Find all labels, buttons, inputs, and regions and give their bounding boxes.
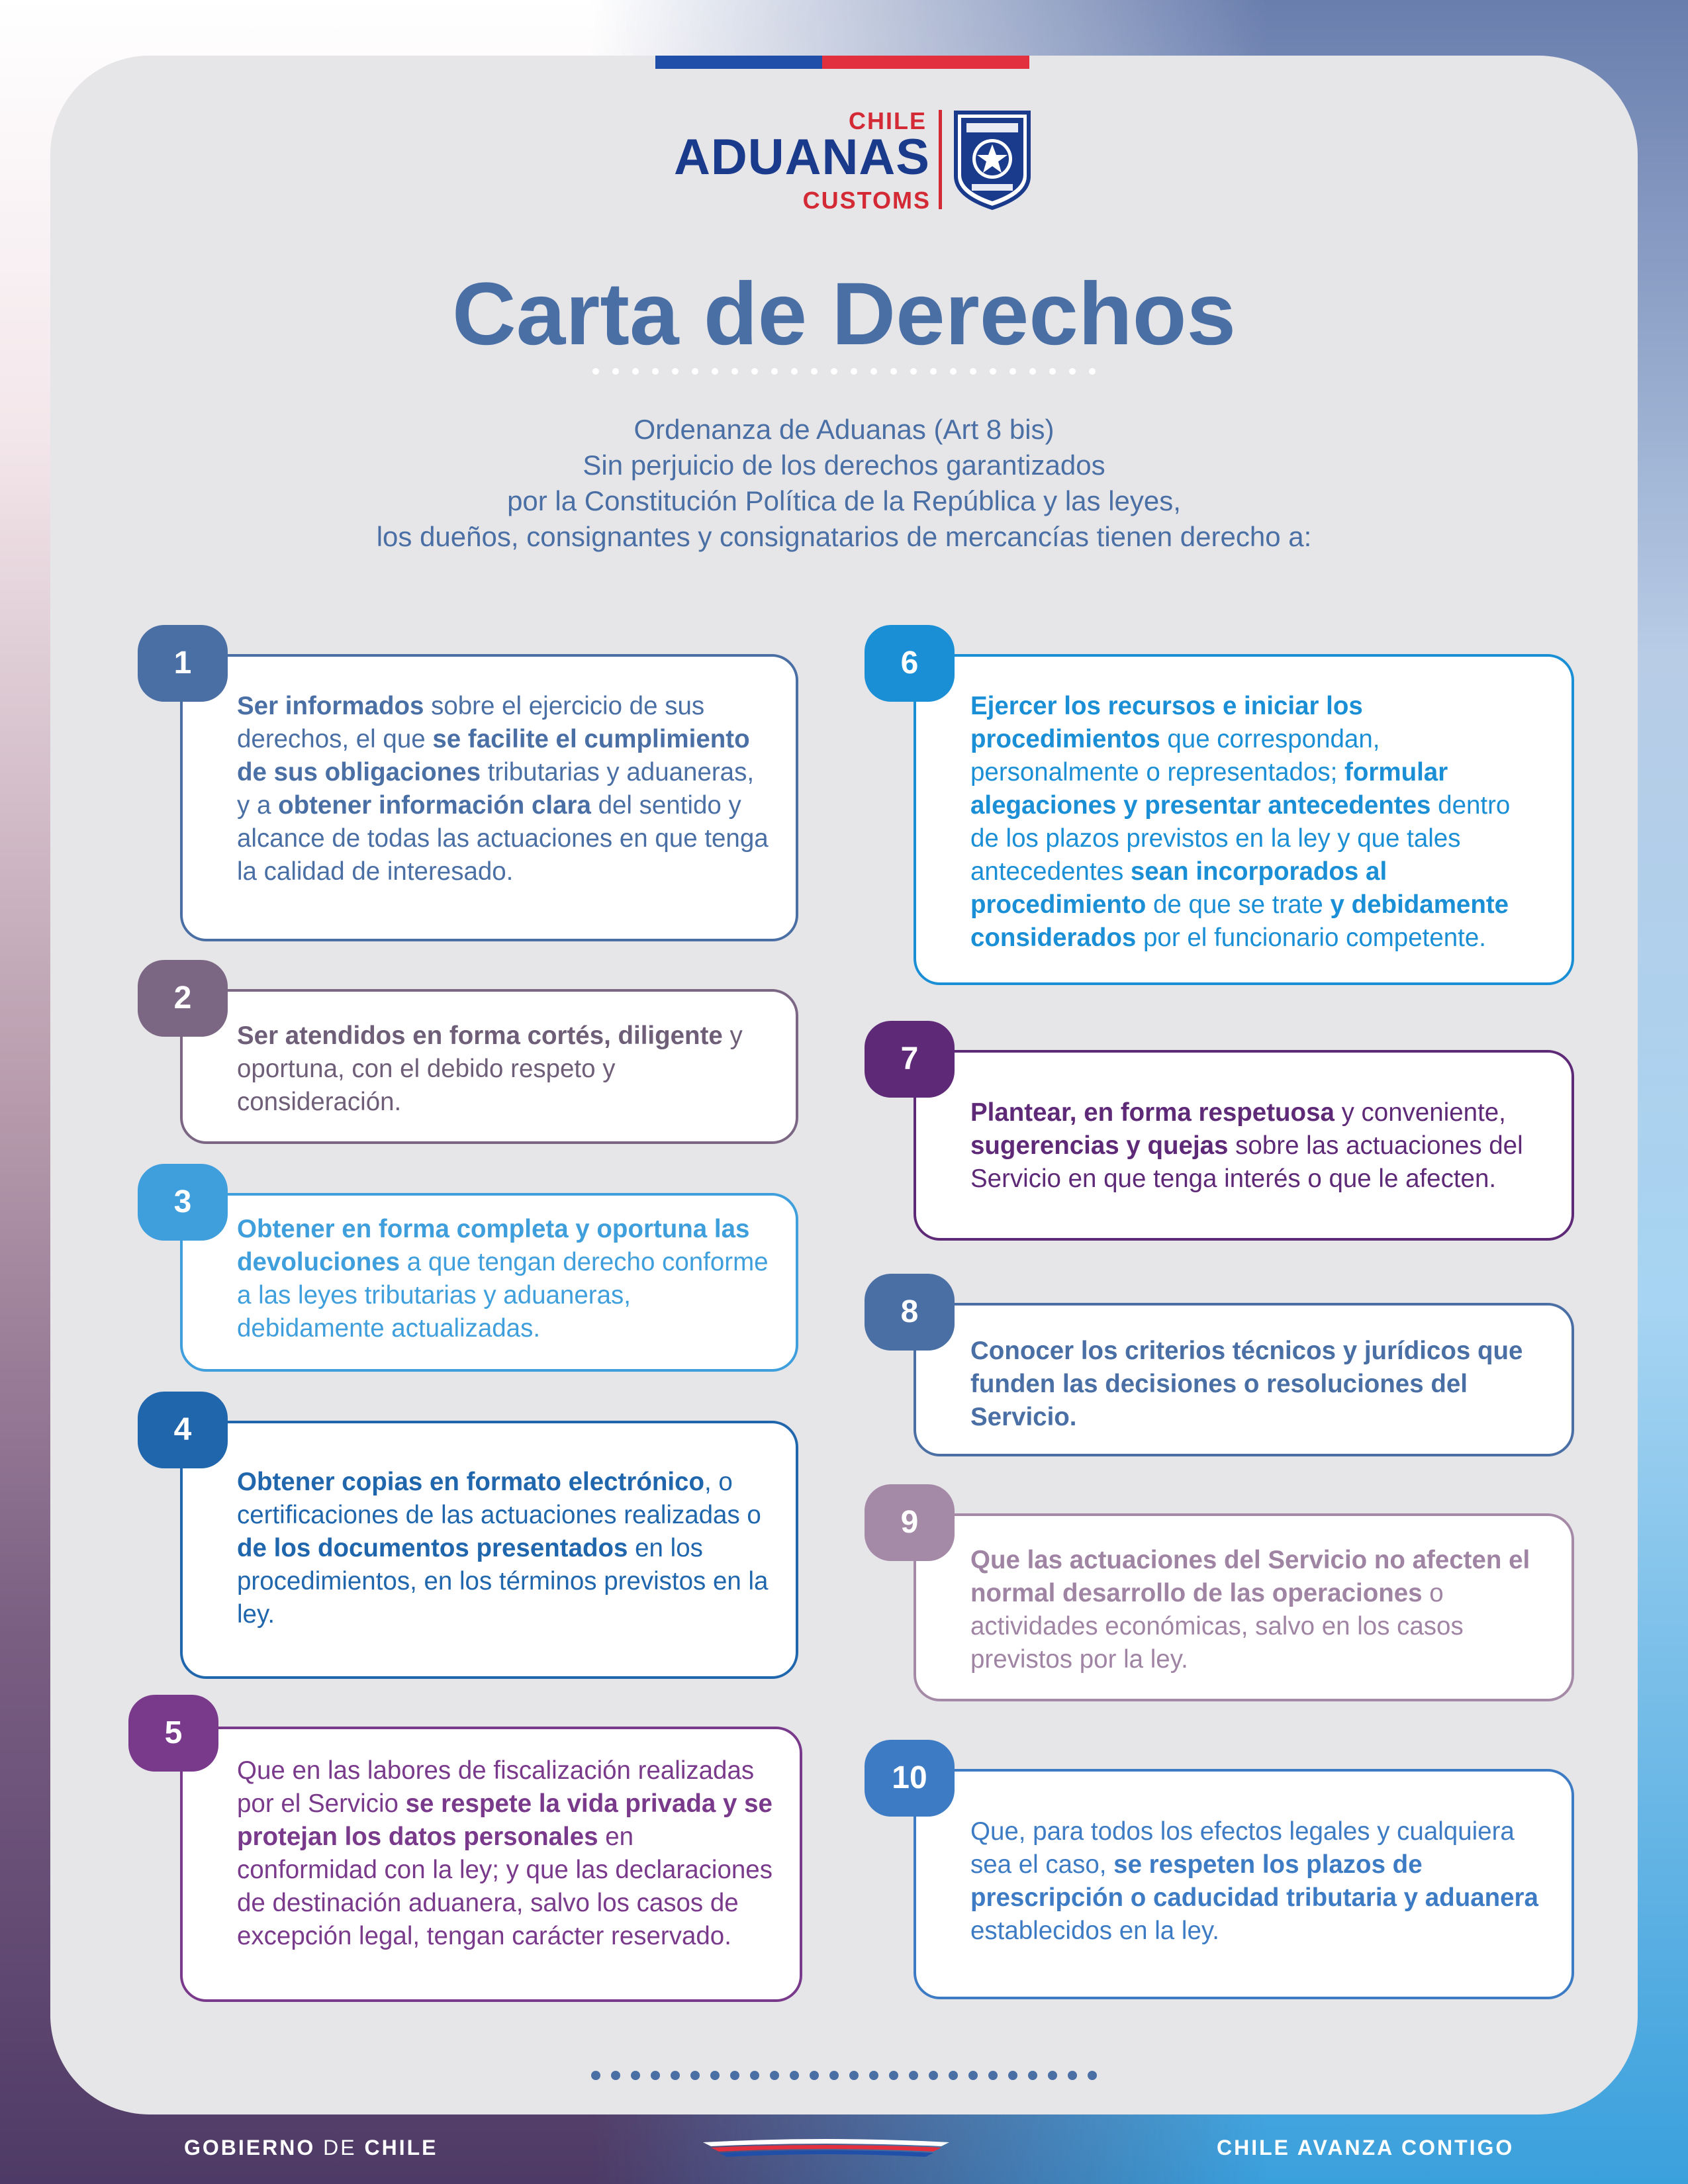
intro-text [0, 412, 1688, 555]
dot [1069, 368, 1076, 375]
logo-chile-text: CHILE [849, 107, 927, 134]
customs-star-shield-icon [952, 110, 1033, 211]
dot [651, 2071, 660, 2080]
right-text-segment: Ser atendidos en forma cortés, diligente [237, 1021, 723, 1050]
right-text-segment: y conveniente, [1334, 1098, 1506, 1127]
right-text-segment: Ser informados [237, 692, 424, 720]
right-text-segment: Obtener en forma completa y oportuna las devoluciones [237, 1215, 750, 1276]
right-text-segment: a que tengan derecho conforme a las leyes tributarias y aduaneras, debidamente actualizadas. [237, 1248, 769, 1343]
intro-line: por la Constitución Política de la República y las leyes, [507, 485, 1181, 516]
dot [889, 2071, 898, 2080]
right-text-segment: establecidos en la ley. [970, 1917, 1219, 1945]
dot [692, 368, 698, 375]
dot [810, 2071, 819, 2080]
right-text-segment: del sentido y alcance de todas las actuaciones en que tenga la calidad de interesado. [237, 791, 769, 886]
dot [712, 368, 718, 375]
right-text-segment: en conformidad con la ley; y que las declaraciones de destinación aduanera, salvo los casos de excepción legal, tengan carácter reservado. [237, 1823, 773, 1950]
dot [910, 368, 917, 375]
right-text-segment: de que se trate [1146, 890, 1331, 919]
dot [730, 2071, 739, 2080]
right-text-segment: o actividades económicas, salvo en los casos previstos por la ley. [970, 1579, 1464, 1674]
intro-line: los dueños, consignantes y consignatarios de mercancías tienen derecho a: [376, 521, 1312, 552]
right-text-segment: se facilite el cumplimiento de sus obligaciones [237, 725, 750, 786]
right-text-segment: tributarias y aduaneras, y a [237, 758, 755, 820]
dot [849, 2071, 859, 2080]
right-box-2 [180, 989, 798, 1144]
right-box-4 [180, 1421, 798, 1679]
dot [950, 368, 957, 375]
right-text-3 [237, 1213, 769, 1345]
right-text-segment: de los documentos presentados [237, 1534, 628, 1562]
page-title: Carta de Derechos [451, 265, 1237, 363]
intro-line: Ordenanza de Aduanas (Art 8 bis) [633, 414, 1055, 445]
dot [652, 368, 659, 375]
dot [1009, 368, 1016, 375]
right-number-4: 4 [138, 1392, 228, 1468]
right-number-5: 5 [128, 1695, 218, 1772]
dot [1088, 2071, 1097, 2080]
right-number-9: 9 [865, 1484, 955, 1561]
right-text-10 [970, 1815, 1545, 1948]
right-text-segment: en los procedimientos, en los términos previstos en la ley. [237, 1534, 769, 1629]
logo-customs-text: CUSTOMS [802, 187, 931, 214]
right-text-8 [970, 1335, 1545, 1434]
dot [988, 2071, 998, 2080]
right-number-8: 8 [865, 1274, 955, 1351]
right-text-segment: Conocer los criterios técnicos y jurídicos que funden las decisiones o resoluciones del Servicio. [970, 1337, 1523, 1431]
right-box-7 [914, 1050, 1574, 1241]
dot [929, 2071, 938, 2080]
right-text-segment: y debidamente considerados [970, 890, 1509, 952]
dot [968, 2071, 978, 2080]
right-text-segment: Ejercer los recursos e iniciar los procedimientos [970, 692, 1363, 753]
dot [1049, 368, 1056, 375]
right-text-segment: formular alegaciones y presentar antecedentes [970, 758, 1448, 820]
right-text-segment: dentro de los plazos previstos en la ley y que tales antecedentes [970, 791, 1511, 886]
right-box-9 [914, 1513, 1574, 1701]
right-text-segment: y oportuna, con el debido respeto y consideración. [237, 1021, 743, 1116]
right-text-7 [970, 1096, 1545, 1196]
right-text-6 [970, 690, 1545, 955]
right-text-segment: se respeten los plazos de prescripción o caducidad tributaria y aduanera [970, 1850, 1538, 1912]
title-dot-divider [0, 368, 1688, 375]
right-number-1: 1 [138, 625, 228, 702]
right-box-8 [914, 1303, 1574, 1456]
logo-aduanas-text: ADUANAS [674, 129, 930, 185]
right-number-2: 2 [138, 960, 228, 1037]
right-box-10 [914, 1769, 1574, 1999]
right-text-segment: sobre el ejercicio de sus derechos, el que [237, 692, 705, 753]
dot [909, 2071, 918, 2080]
dot [890, 368, 897, 375]
right-text-4 [237, 1466, 769, 1631]
logo-divider [939, 110, 942, 209]
right-text-segment: Que, para todos los efectos legales y cualquiera sea el caso, [970, 1817, 1515, 1879]
dot [791, 368, 798, 375]
right-box-3 [180, 1193, 798, 1372]
dot [591, 2071, 600, 2080]
flag-bar-red [822, 56, 1029, 69]
dot [671, 2071, 680, 2080]
right-text-5 [237, 1754, 773, 1953]
dot [949, 2071, 958, 2080]
footer-left-mid: DE [315, 2136, 365, 2160]
dot [771, 368, 778, 375]
dot [1068, 2071, 1077, 2080]
right-text-segment: sean incorporados al procedimiento [970, 857, 1387, 919]
footer-gobierno [184, 2136, 438, 2160]
dot [672, 368, 679, 375]
right-text-segment: Plantear, en forma respetuosa [970, 1098, 1335, 1127]
right-text-segment: que correspondan, personalmente o representados; [970, 725, 1380, 786]
right-text-segment: Obtener copias en formato electrónico [237, 1468, 704, 1496]
right-box-5 [180, 1727, 802, 2002]
right-number-3: 3 [138, 1164, 228, 1241]
dot [1089, 368, 1096, 375]
flag-bar-blue [655, 56, 822, 69]
right-number-6: 6 [865, 625, 955, 702]
right-text-segment: sobre las actuaciones del Servicio en que tenga interés o que le afecten. [970, 1131, 1523, 1193]
dot [851, 368, 857, 375]
right-text-segment: sugerencias y quejas [970, 1131, 1229, 1160]
dot [611, 2071, 620, 2080]
right-text-1 [237, 690, 769, 888]
dot [612, 368, 619, 375]
footer-left-bold: GOBIERNO [184, 2136, 316, 2160]
footer-left-end: CHILE [364, 2136, 438, 2160]
dot [710, 2071, 720, 2080]
right-text-segment: Que en las labores de fiscalización realizadas por el Servicio [237, 1756, 755, 1818]
dot [631, 2071, 640, 2080]
dot [751, 368, 758, 375]
dot [1028, 2071, 1037, 2080]
footer-slogan: CHILE AVANZA CONTIGO [1217, 2136, 1515, 2160]
right-text-segment: Que las actuaciones del Servicio no afecten el normal desarrollo de las operaciones [970, 1546, 1530, 1607]
dot [831, 368, 837, 375]
right-text-segment: por el funcionario competente. [1136, 924, 1486, 952]
right-text-segment: , o certificaciones de las actuaciones realizadas o [237, 1468, 761, 1529]
bottom-dot-divider [0, 2071, 1688, 2080]
dot [1008, 2071, 1017, 2080]
right-box-6 [914, 654, 1574, 985]
dot [790, 2071, 799, 2080]
dot [869, 2071, 878, 2080]
footer-flag-mark [703, 2137, 949, 2157]
dot [829, 2071, 839, 2080]
right-text-segment: se respete la vida privada y se protejan los datos personales [237, 1789, 773, 1851]
dot [970, 368, 976, 375]
right-box-1 [180, 654, 798, 941]
dot [592, 368, 599, 375]
dot [1048, 2071, 1057, 2080]
right-text-9 [970, 1544, 1545, 1676]
dot [990, 368, 996, 375]
dot [770, 2071, 779, 2080]
right-text-segment: obtener información clara [278, 791, 591, 820]
dot [870, 368, 877, 375]
dot [632, 368, 639, 375]
dot [1029, 368, 1036, 375]
intro-line: Sin perjuicio de los derechos garantizados [583, 450, 1105, 481]
right-number-7: 7 [865, 1021, 955, 1098]
right-text-2 [237, 1020, 769, 1119]
dot [731, 368, 738, 375]
dot [750, 2071, 759, 2080]
right-number-10: 10 [865, 1740, 955, 1817]
dot [690, 2071, 700, 2080]
dot [811, 368, 818, 375]
dot [930, 368, 937, 375]
